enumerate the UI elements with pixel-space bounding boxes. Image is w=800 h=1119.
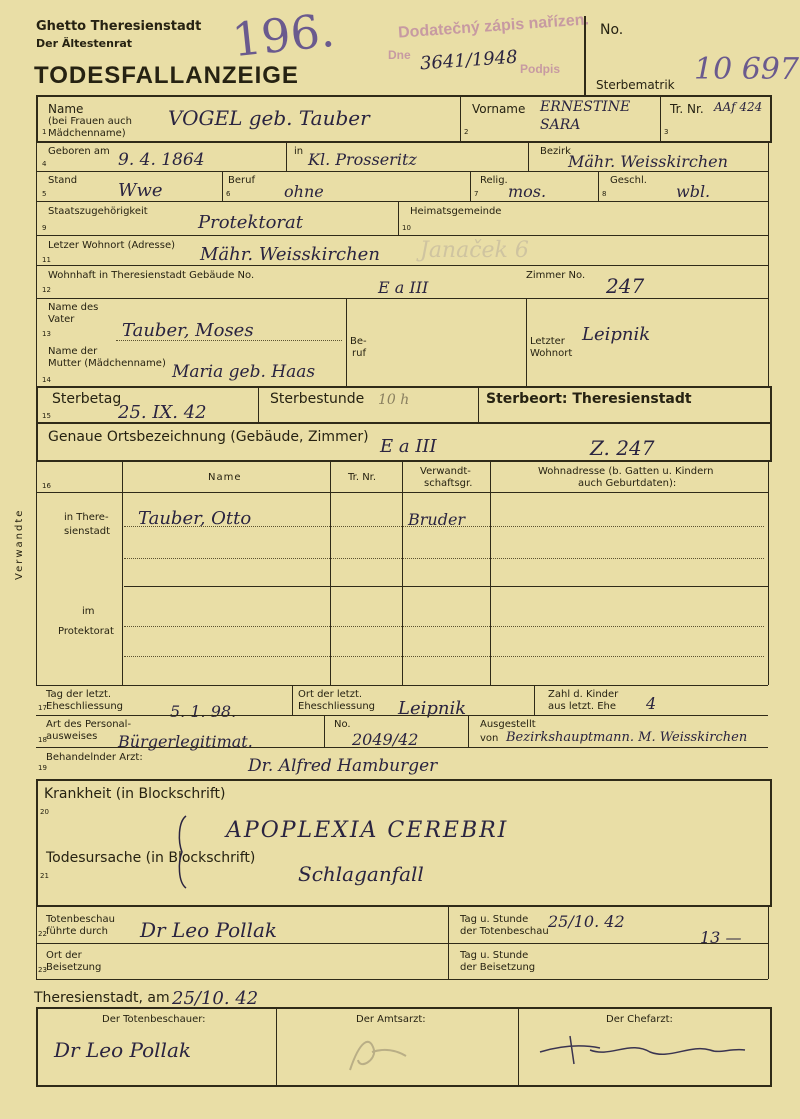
field-number: 16 [42,482,51,490]
eltern-wohnort-value: Leipnik [582,324,651,345]
wohnort-value: Mähr. Weisskirchen [200,244,380,265]
eheschliessung-tag-label-1: Tag der letzt. [46,689,112,700]
col-verwandt-2: schaftsgr. [424,478,473,489]
col-name: Name [208,472,242,483]
sterbestunde-label: Sterbestunde [270,391,365,407]
geburtsort-value: Kl. Prosseritz [308,150,417,169]
krankheit-value: APOPLEXIA CEREBRI [226,818,509,843]
sig-amtsarzt-label: Der Amtsarzt: [356,1014,426,1025]
totenbeschau-hour: 13 — [700,928,742,947]
field-number: 23 [38,966,47,974]
relig-label: Relig. [480,175,508,186]
field-number: 5 [42,190,47,198]
staats-label: Staatszugehörigkeit [48,206,148,217]
krankheit-label: Krankheit (in Blockschrift) [44,786,226,802]
eltern-wohnort-label-2: Wohnort [530,348,573,359]
ausweis-label-2: ausweises [46,731,98,742]
field-number: 6 [226,190,231,198]
trnr-label: Tr. Nr. [670,102,704,116]
totenbeschau-tag-value: 25/10. 42 [548,912,625,931]
record-number: 196. [229,2,337,68]
geboren-label: Geboren am [48,146,110,157]
todesursache-value: Schlaganfall [298,862,424,886]
in-theresienstadt-1: in There- [64,512,109,523]
im-protektorat-2: Protektorat [58,626,114,637]
field-number: 2 [464,128,469,136]
wohnort-label: Letzer Wohnort (Adresse) [48,240,176,251]
sig-chefarzt-label: Der Chefarzt: [606,1014,673,1025]
geschl-value: wbl. [676,182,711,201]
heimat-label: Heimatsgemeinde [410,206,502,217]
totenbeschau-label-1: Totenbeschau [46,914,115,925]
ortsbezeichnung-zimmer: Z. 247 [590,436,655,460]
name-value: VOGEL geb. Tauber [168,106,370,130]
sterbestunde-value: 10 h [378,392,410,408]
totenbeschau-tag-label-1: Tag u. Stunde [460,914,529,925]
field-number: 10 [402,224,411,232]
verwandte-side-label: Verwandte [14,508,25,580]
field-number: 17 [38,704,47,712]
vorname-value: ERNESTINE SARA [540,99,631,133]
vater-label-1: Name des [48,302,99,313]
beruf-label: Beruf [228,175,255,186]
kinder-value: 4 [646,694,657,713]
ausgestellt-label-1: Ausgestellt [480,719,536,730]
arzt-label: Behandelnder Arzt: [46,752,143,763]
ausweis-no-value: 2049/42 [352,730,419,749]
col-wohn-2: auch Geburtdaten): [578,478,677,489]
ortsbezeichnung-label: Genaue Ortsbezeichnung (Gebäude, Zimmer) [48,429,369,445]
col-verwandt-1: Verwandt- [420,466,471,477]
illness-bracket [172,812,192,892]
beisetzung-tag-label-2: der Beisetzung [460,962,536,973]
ausgestellt-label-2: von [480,733,499,744]
beisetzung-ort-label-1: Ort der [46,950,82,961]
field-number: 12 [42,286,51,294]
field-number: 19 [38,764,47,772]
field-number: 8 [602,190,607,198]
mutter-label-1: Name der [48,346,98,357]
council-name: Der Ältestenrat [36,37,133,50]
totenbeschau-label-2: führte durch [46,926,108,937]
field-number: 11 [42,256,51,264]
chefarzt-signature [530,1030,760,1070]
field-number: 20 [40,808,49,816]
reference-number: 3641/1948 [419,46,519,75]
sterbematrik-label: Sterbematrik [596,78,675,92]
field-number: 22 [38,930,47,938]
kinder-label-1: Zahl d. Kinder [548,689,619,700]
col-trnr: Tr. Nr. [348,472,377,483]
eheschliessung-tag-value: 5. 1. 98. [170,702,237,721]
header-divider [584,16,586,96]
stamp-line-1: Dodatečný zápis nařízen. [397,11,590,42]
ausweis-label-1: Art des Personal- [46,719,132,730]
totenbeschau-tag-label-2: der Totenbeschau [460,926,549,937]
sterbematrik-value: 10 697 [694,52,799,87]
im-protektorat-1: im [82,606,95,617]
vater-label-2: Vater [48,314,75,325]
field-number: 18 [38,736,47,744]
relative-name: Tauber, Otto [138,508,252,529]
sig-totenbeschauer-value: Dr Leo Pollak [54,1038,191,1062]
arzt-value: Dr. Alfred Hamburger [248,756,438,776]
trnr-value: AAf 424 [714,100,763,114]
place-date-label: Theresienstadt, am [34,990,170,1006]
relig-value: mos. [508,182,547,201]
ausweis-no-label: No. [334,719,351,730]
wohnhaft-label: Wohnhaft in Theresienstadt Gebäude No. [48,270,255,281]
beisetzung-ort-label-2: Beisetzung [46,962,102,973]
bezirk-label: Bezirk [540,146,571,157]
form-title: TODESFALLANZEIGE [34,62,299,89]
name-label: Name [48,102,84,116]
field-number: 13 [42,330,51,338]
bezirk-value: Mähr. Weisskirchen [568,152,728,171]
beisetzung-tag-label-1: Tag u. Stunde [460,950,529,961]
totenbeschau-value: Dr Leo Pollak [140,918,277,942]
ghetto-name: Ghetto Theresienstadt [36,19,202,34]
eltern-wohnort-label-1: Letzter [530,336,565,347]
sterbeort-label: Sterbeort: Theresienstadt [486,391,692,407]
kinder-label-2: aus letzt. Ehe [548,701,617,712]
col-wohn-1: Wohnadresse (b. Gatten u. Kindern [538,466,714,477]
stand-value: Wwe [118,180,163,201]
stamp-line-3: Podpis [520,62,561,76]
field-number: 3 [664,128,669,136]
eltern-beruf-label-1: Be- [350,336,367,347]
wohnhaft-value: E a III [378,278,429,297]
field-number: 14 [42,376,51,384]
geburtsort-label: in [294,146,304,157]
vorname-label: Vorname [472,102,526,116]
vater-value: Tauber, Moses [122,320,254,341]
ausweis-value: Bürgerlegitimat. [118,732,253,751]
relative-relation: Bruder [408,510,466,529]
name-sublabel: (bei Frauen auch Mädchenname) [48,116,132,139]
beruf-value: ohne [284,182,324,201]
no-label: No. [600,22,624,38]
amtsarzt-signature [340,1030,420,1080]
field-number: 15 [42,412,51,420]
eheschliessung-ort-label-2: Eheschliessung [298,701,376,712]
stamp-line-2: Dne [388,48,411,62]
staats-value: Protektorat [198,212,303,233]
stand-label: Stand [48,175,78,186]
field-number: 21 [40,872,49,880]
eheschliessung-ort-label-1: Ort der letzt. [298,689,363,700]
wohnort-extra: Janaček 6 [420,238,529,263]
eheschliessung-tag-label-2: Eheschliessung [46,701,124,712]
field-number: 4 [42,160,47,168]
sterbetag-label: Sterbetag [52,391,122,407]
sig-totenbeschauer-label: Der Totenbeschauer: [102,1014,206,1025]
field-number: 7 [474,190,479,198]
geschl-label: Geschl. [610,175,647,186]
mutter-value: Maria geb. Haas [172,362,316,382]
field-number: 9 [42,224,47,232]
eltern-beruf-label-2: ruf [352,348,366,359]
in-theresienstadt-2: sienstadt [64,526,111,537]
zimmer-value: 247 [606,274,645,298]
ortsbezeichnung-gebaeude: E a III [380,436,437,457]
todesursache-label: Todesursache (in Blockschrift) [46,850,256,866]
place-date-value: 25/10. 42 [172,988,259,1009]
sterbetag-value: 25. IX. 42 [118,402,207,423]
ausgestellt-value: Bezirkshauptmann. M. Weisskirchen [506,730,748,745]
geboren-value: 9. 4. 1864 [118,150,205,170]
zimmer-label: Zimmer No. [526,270,586,281]
field-number: 1 [42,128,47,136]
eheschliessung-ort-value: Leipnik [398,698,467,719]
mutter-label-2: Mutter (Mädchenname) [48,358,166,369]
